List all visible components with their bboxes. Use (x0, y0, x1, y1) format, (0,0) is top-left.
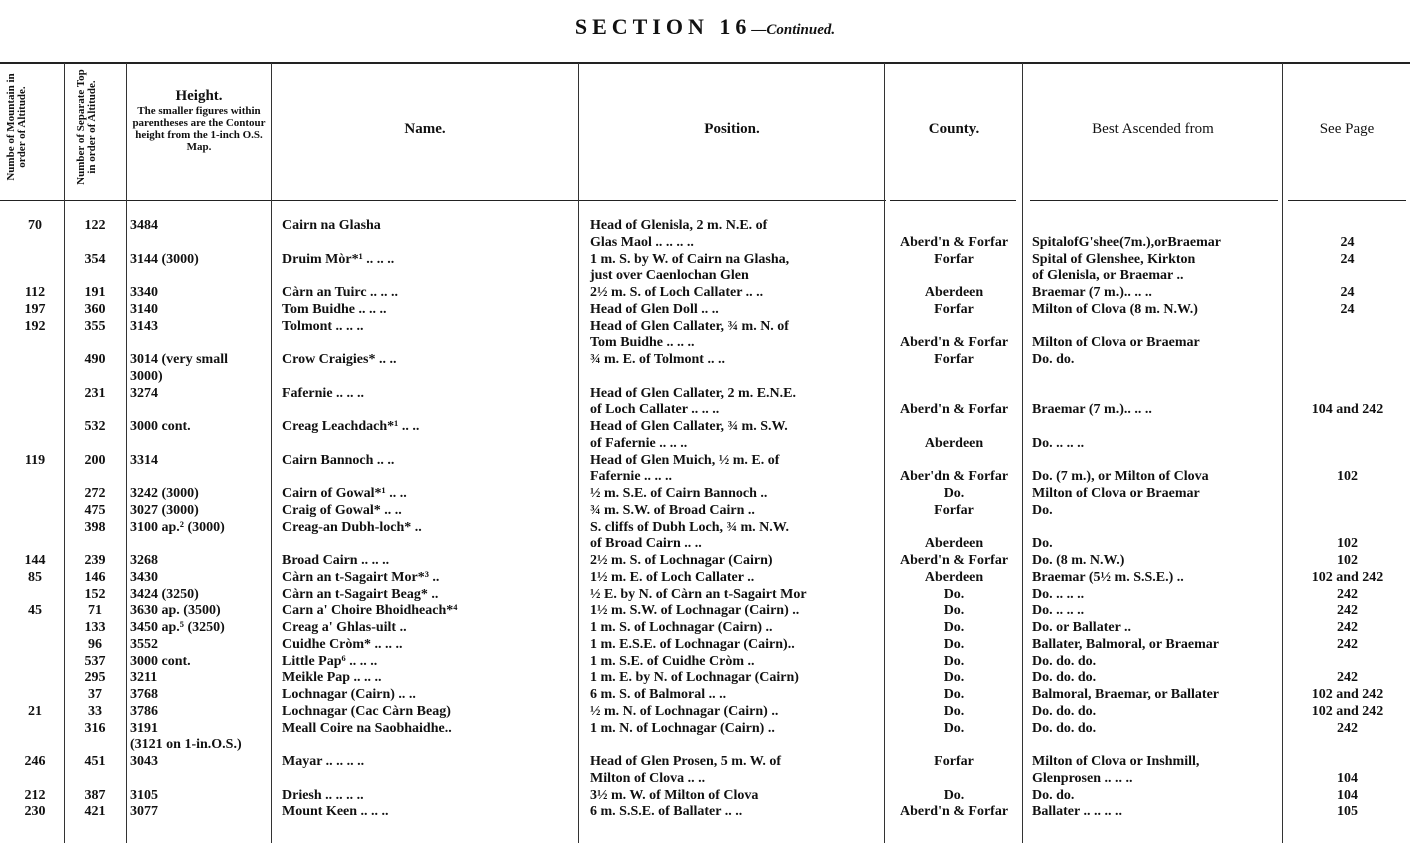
header-page: See Page (1319, 121, 1375, 137)
header-rule-page (1288, 200, 1406, 201)
cell-m: 144 (24, 553, 46, 568)
cell-best: Ballater, Balmoral, or Braemar (1032, 636, 1220, 652)
header-county: County. (928, 121, 980, 137)
cell-name: Tom Buidhe .. .. .. (282, 301, 387, 317)
cell-m: 70 (28, 218, 42, 233)
header-best: Best Ascended from (1092, 121, 1214, 137)
cell-m: 230 (24, 804, 46, 820)
header-height (128, 88, 270, 153)
cell-county: Aberdeen (924, 435, 984, 451)
header-height-title: Height. (175, 88, 223, 104)
cell-best: Milton of Clova (8 m. N.W.) (1032, 301, 1198, 317)
cell-pos: of Loch Callater .. .. .. (590, 402, 720, 418)
cell-t: 360 (84, 301, 106, 317)
cell-county: Aberd'n & Forfar (899, 234, 1009, 250)
cell-best: Do. .. .. .. (1032, 586, 1085, 602)
cell-pos: 6 m. S.S.E. of Ballater .. .. (590, 804, 743, 820)
page-title (0, 14, 1410, 40)
cell-county: Forfar (934, 251, 974, 267)
cell-t: 490 (84, 352, 106, 367)
cell-m: 119 (24, 452, 46, 468)
cell-page: 24 (1340, 285, 1355, 300)
cell-pos: Glas Maol .. .. .. .. (590, 234, 694, 250)
header-rule-best (1030, 200, 1278, 201)
cell-name: Craig of Gowal* .. .. (282, 502, 402, 518)
cell-county: Forfar (934, 754, 974, 769)
cell-county: Aberd'n & Forfar (899, 335, 1009, 351)
cell-t: 421 (84, 804, 106, 820)
cell-t: 272 (84, 486, 106, 501)
cell-county: Do. (943, 486, 965, 501)
cell-t: 133 (84, 620, 106, 635)
cell-h: 3100 ap.² (3000) (130, 519, 225, 535)
cell-h: 3424 (3250) (130, 586, 199, 602)
cell-county: Forfar (934, 352, 974, 367)
cell-name: Creag Leachdach*¹ .. .. (282, 419, 420, 434)
cell-name: Mayar .. .. .. .. (282, 754, 365, 769)
cell-best: Do. .. .. .. (1032, 603, 1085, 619)
cell-name: Cairn Bannoch .. .. (282, 452, 395, 468)
cell-county: Do. (943, 620, 965, 635)
cell-h: 3027 (3000) (130, 502, 199, 518)
cell-best: Milton of Clova or Braemar (1032, 335, 1200, 351)
cell-page: 242 (1337, 720, 1358, 736)
cell-county: Do. (943, 670, 965, 686)
cell-pos: of Broad Cairn .. .. (590, 536, 702, 552)
cell-t: 152 (84, 586, 106, 602)
cell-page: 105 (1337, 804, 1358, 820)
cell-name: Cairn na Glasha (282, 218, 381, 233)
header-num-mountain: Numbe of Mountain in order of Altitude. (5, 73, 28, 181)
cell-pos: of Fafernie .. .. .. (590, 435, 688, 451)
cell-t: 532 (84, 419, 106, 434)
cell-name: Cuidhe Cròm* .. .. .. (282, 636, 403, 652)
cell-name: Driesh .. .. .. .. (282, 787, 364, 803)
cell-page: 102 (1337, 536, 1358, 552)
cell-pos: ½ m. S.E. of Cairn Bannoch .. (590, 486, 768, 501)
cell-h: 3000 cont. (130, 653, 191, 669)
cell-best: Do. do. (1032, 787, 1075, 803)
cell-name: Creag a' Ghlas-uilt .. (282, 620, 407, 635)
cell-h: 3552 (130, 636, 158, 652)
cell-page: 104 (1337, 787, 1358, 803)
cell-name: Creag-an Dubh-loch* .. (282, 519, 422, 535)
cell-h: 3768 (130, 687, 158, 702)
header-height-note: The smaller figures within parentheses are the Contour height from the 1-inch O.S. Map. (132, 105, 266, 153)
cell-pos: Head of Glen Prosen, 5 m. W. of (590, 754, 782, 769)
cell-best: Do. (7 m.), or Milton of Clova (1032, 469, 1209, 485)
cell-t: 537 (84, 653, 106, 669)
cell-t: 200 (84, 452, 106, 468)
cell-pos: ¾ m. E. of Tolmont .. .. (590, 352, 725, 367)
cell-page: 242 (1337, 620, 1358, 635)
cell-t: 398 (84, 519, 106, 535)
cell-t: 355 (84, 318, 106, 334)
cell-county: Do. (943, 687, 965, 702)
cell-county: Do. (943, 636, 965, 652)
divider-3 (271, 63, 272, 843)
cell-m: 21 (28, 703, 42, 719)
cell-name: Druim Mòr*¹ .. .. .. (282, 251, 395, 267)
cell-best: Do. (8 m. N.W.) (1032, 553, 1125, 568)
cell-county: Do. (943, 586, 965, 602)
cell-best: Braemar (7 m.).. .. .. (1032, 402, 1152, 418)
cell-pos: Head of Glen Callater, ¾ m. N. of (590, 318, 789, 334)
cell-h: 3105 (130, 787, 158, 803)
cell-pos: 1 m. S.E. of Cuidhe Cròm .. (590, 653, 755, 669)
cell-name: Broad Cairn .. .. .. (282, 553, 390, 568)
cell-county: Do. (943, 703, 965, 719)
cell-county: Aber'dn & Forfar (899, 469, 1009, 485)
cell-name: Fafernie .. .. .. (282, 385, 365, 401)
cell-county: Do. (943, 720, 965, 736)
cell-page: 24 (1340, 234, 1355, 250)
cell-t: 231 (84, 385, 106, 401)
cell-h: 3786 (130, 703, 158, 719)
cell-best: Ballater .. .. .. .. (1032, 804, 1122, 820)
cell-county: Do. (943, 653, 965, 669)
cell-page: 24 (1340, 301, 1355, 317)
top-rule (0, 62, 1410, 64)
cell-name: Càrn an t-Sagairt Mor*³ .. (282, 569, 440, 585)
cell-t: 295 (84, 670, 106, 686)
cell-pos: Fafernie .. .. .. (590, 469, 673, 485)
cell-h: 3314 (130, 452, 158, 468)
cell-best: Braemar (7 m.).. .. .. (1032, 285, 1152, 300)
divider-4 (578, 63, 579, 843)
cell-t: 451 (84, 754, 106, 769)
cell-h: 3484 (130, 218, 158, 233)
cell-best: Do. do. (1032, 352, 1075, 367)
header-rule-county (890, 200, 1016, 201)
cell-best: Do. (1032, 502, 1053, 518)
cell-pos: Head of Glen Callater, ¾ m. S.W. (590, 419, 788, 434)
cell-h: 3000 cont. (130, 419, 191, 434)
cell-name: Little Pap⁶ .. .. .. (282, 653, 378, 669)
cell-name: Meikle Pap .. .. .. (282, 670, 382, 686)
cell-t: 146 (84, 569, 106, 585)
cell-m: 112 (24, 285, 46, 300)
cell-best: Do. do. do. (1032, 720, 1097, 736)
cell-best: Milton of Clova or Braemar (1032, 486, 1200, 501)
cell-county: Aberd'n & Forfar (899, 402, 1009, 418)
cell-pos: 2½ m. S. of Loch Callater .. .. (590, 285, 764, 300)
divider-5 (884, 63, 885, 843)
cell-best: Glenprosen .. .. .. (1032, 770, 1133, 786)
cell-pos: ½ E. by N. of Càrn an t-Sagairt Mor (590, 586, 807, 602)
cell-county: Aberdeen (924, 536, 984, 552)
cell-pos: Head of Glen Callater, 2 m. E.N.E. (590, 385, 796, 401)
cell-best: SpitalofG'shee(7m.),orBraemar (1032, 234, 1221, 250)
cell-m: 197 (24, 301, 46, 317)
cell-pos: S. cliffs of Dubh Loch, ¾ m. N.W. (590, 519, 790, 535)
cell-pos: 1 m. E. by N. of Lochnagar (Cairn) (590, 670, 799, 686)
cell-name: Càrn an Tuirc .. .. .. (282, 285, 399, 300)
cell-pos: ½ m. N. of Lochnagar (Cairn) .. (590, 703, 779, 719)
cell-pos: Head of Glenisla, 2 m. N.E. of (590, 218, 768, 233)
cell-t: 96 (88, 636, 102, 652)
cell-t: 387 (84, 787, 106, 803)
cell-pos: 6 m. S. of Balmoral .. .. (590, 687, 727, 702)
cell-h: 3143 (130, 318, 158, 334)
cell-m: 246 (24, 754, 46, 769)
cell-h: (3121 on 1-in.O.S.) (130, 737, 242, 753)
cell-page: 102 (1337, 553, 1358, 568)
cell-t: 354 (84, 251, 106, 267)
cell-m: 212 (24, 787, 46, 803)
header-num-top: Number of Separate Top in order of Altitude. (75, 69, 98, 185)
cell-name: Lochnagar (Cac Càrn Beag) (282, 703, 451, 719)
cell-pos: 1½ m. S.W. of Lochnagar (Cairn) .. (590, 603, 800, 619)
cell-m: 85 (28, 569, 42, 585)
cell-name: Mount Keen .. .. .. (282, 804, 389, 820)
cell-page: 24 (1340, 251, 1355, 267)
cell-best: Do. or Ballater .. (1032, 620, 1132, 635)
cell-name: Càrn an t-Sagairt Beag* .. (282, 586, 439, 602)
cell-pos: Tom Buidhe .. .. .. (590, 335, 695, 351)
header-name: Name. (404, 121, 446, 137)
cell-page: 102 and 242 (1311, 703, 1384, 719)
cell-t: 37 (88, 687, 102, 702)
cell-h: 3014 (very small (130, 352, 228, 367)
cell-h: 3140 (130, 301, 158, 317)
cell-t: 475 (84, 502, 106, 518)
cell-t: 239 (84, 553, 106, 568)
cell-h: 3242 (3000) (130, 486, 199, 501)
cell-h: 3268 (130, 553, 158, 568)
cell-name: Meall Coire na Saobhaidhe.. (282, 720, 452, 736)
cell-pos: 1 m. N. of Lochnagar (Cairn) .. (590, 720, 775, 736)
section-title: SECTION 16 (574, 14, 752, 39)
cell-best: Do. do. do. (1032, 703, 1097, 719)
cell-best: Balmoral, Braemar, or Ballater (1032, 687, 1220, 702)
cell-best: Do. do. do. (1032, 670, 1097, 686)
cell-pos: 1 m. E.S.E. of Lochnagar (Cairn).. (590, 636, 795, 652)
cell-t: 33 (88, 703, 102, 719)
cell-best: Spital of Glenshee, Kirkton (1032, 251, 1196, 267)
cell-page: 102 and 242 (1311, 687, 1384, 702)
cell-page: 242 (1337, 636, 1358, 652)
cell-h: 3274 (130, 385, 158, 401)
cell-pos: Head of Glen Doll .. .. (590, 301, 719, 317)
cell-h: 3630 ap. (3500) (130, 603, 221, 619)
cell-pos: Head of Glen Muich, ½ m. E. of (590, 452, 780, 468)
cell-h: 3043 (130, 754, 158, 769)
cell-pos: just over Caenlochan Glen (590, 268, 749, 284)
cell-county: Forfar (934, 502, 974, 518)
cell-county: Aberdeen (924, 285, 984, 300)
cell-pos: 1½ m. E. of Loch Callater .. (590, 569, 755, 585)
cell-page: 104 (1337, 770, 1358, 786)
cell-page: 102 and 242 (1311, 569, 1384, 585)
cell-t: 316 (84, 720, 106, 736)
cell-h: 3077 (130, 804, 158, 820)
cell-page: 102 (1337, 469, 1358, 485)
cell-county: Forfar (934, 301, 974, 317)
cell-h: 3340 (130, 285, 158, 300)
cell-best: Do. do. do. (1032, 653, 1097, 669)
cell-t: 122 (84, 218, 106, 233)
cell-name: Cairn of Gowal*¹ .. .. (282, 486, 407, 501)
cell-t: 191 (84, 285, 106, 300)
divider-6 (1022, 63, 1023, 843)
section-title-suffix: —Continued. (751, 22, 836, 38)
header-rule (0, 200, 886, 201)
cell-name: Lochnagar (Cairn) .. .. (282, 687, 416, 702)
cell-county: Do. (943, 603, 965, 619)
cell-h: 3450 ap.⁵ (3250) (130, 620, 225, 635)
cell-m: 192 (24, 318, 46, 334)
cell-page: 242 (1337, 670, 1358, 686)
cell-h: 3211 (130, 670, 158, 686)
cell-name: Tolmont .. .. .. (282, 318, 364, 334)
cell-h: 3191 (130, 720, 158, 736)
divider-2 (126, 63, 127, 843)
cell-best: of Glenisla, or Braemar .. (1032, 268, 1184, 284)
cell-h: 3144 (3000) (130, 251, 199, 267)
header-position: Position. (704, 121, 760, 137)
cell-name: Crow Craigies* .. .. (282, 352, 397, 367)
cell-page: 242 (1337, 603, 1358, 619)
cell-pos: ¾ m. S.W. of Broad Cairn .. (590, 502, 755, 518)
cell-page: 242 (1337, 586, 1358, 602)
divider-7 (1282, 63, 1283, 843)
cell-county: Aberd'n & Forfar (899, 553, 1009, 568)
cell-name: Carn a' Choire Bhoidheach*⁴ (282, 603, 458, 619)
cell-pos: 2½ m. S. of Lochnagar (Cairn) (590, 553, 773, 568)
cell-best: Braemar (5½ m. S.S.E.) .. (1032, 569, 1184, 585)
cell-m: 45 (28, 603, 42, 619)
cell-best: Do. .. .. .. (1032, 435, 1085, 451)
cell-h: 3000) (130, 368, 163, 384)
cell-page: 104 and 242 (1311, 402, 1384, 418)
cell-pos: 3½ m. W. of Milton of Clova (590, 787, 759, 803)
cell-best: Do. (1032, 536, 1053, 552)
cell-pos: 1 m. S. of Lochnagar (Cairn) .. (590, 620, 773, 635)
divider-1 (64, 63, 65, 843)
cell-t: 71 (88, 603, 102, 619)
cell-county: Do. (943, 787, 965, 803)
cell-county: Aberdeen (924, 569, 984, 585)
cell-pos: Milton of Clova .. .. (590, 770, 706, 786)
cell-pos: 1 m. S. by W. of Cairn na Glasha, (590, 251, 790, 267)
cell-h: 3430 (130, 569, 158, 585)
cell-best: Milton of Clova or Inshmill, (1032, 754, 1200, 769)
cell-county: Aberd'n & Forfar (899, 804, 1009, 820)
